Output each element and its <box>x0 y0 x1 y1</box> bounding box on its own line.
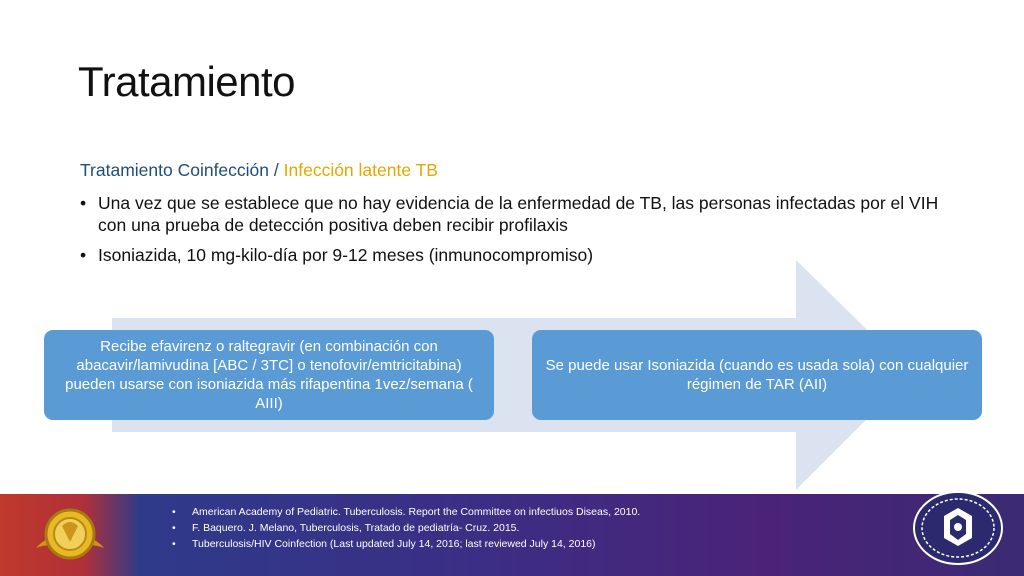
process-box-text: Se puede usar Isoniazida (cuando es usada sola) con cualquier régimen de TAR (AII) <box>545 357 969 393</box>
subtitle-coinfection: Tratamiento Coinfección <box>80 160 270 180</box>
reference-dot: • <box>172 522 176 534</box>
bullet-dot: • <box>80 193 87 213</box>
reference-dot: • <box>172 506 176 518</box>
bullet-text: Isoniazida, 10 mg-kilo-día por 9-12 meses (inmunocompromiso) <box>98 245 594 265</box>
slide-title: Tratamiento <box>78 58 296 105</box>
process-box-isoniazida <box>532 330 982 420</box>
references-list <box>172 504 640 552</box>
process-box-text: Recibe efavirenz o raltegravir (en combinación con abacavir/lamivudina [ABC / 3TC] o tenofovir/emtricitabina) pueden usarse con isoniazida más rifapentina 1vez/semana ( AIII) <box>65 338 473 412</box>
process-box-efavirenz <box>44 330 494 420</box>
reference-item <box>172 536 640 552</box>
bullet-dot: • <box>80 245 87 265</box>
reference-text: F. Baquero. J. Melano, Tuberculosis, Tratado de pediatría- Cruz. 2015. <box>192 522 520 534</box>
reference-text: American Academy of Pediatric. Tuberculosis. Report the Committee on infectiuos Diseas, 2010. <box>192 506 641 518</box>
bullet-text: Una vez que se establece que no hay evidencia de la enfermedad de TB, las personas infectadas por el VIH con una prueba de detección positiva deben recibir profilaxis <box>98 193 939 235</box>
university-seal-icon <box>908 486 1008 568</box>
subtitle-latent-tb: Infección latente TB <box>283 160 438 180</box>
reference-item <box>172 520 640 536</box>
gold-medal-icon <box>30 502 110 572</box>
subtitle-separator: / <box>269 160 284 180</box>
reference-text: Tuberculosis/HIV Coinfection (Last updated July 14, 2016; last reviewed July 14, 2016) <box>192 538 596 550</box>
reference-item <box>172 504 640 520</box>
reference-dot: • <box>172 538 176 550</box>
